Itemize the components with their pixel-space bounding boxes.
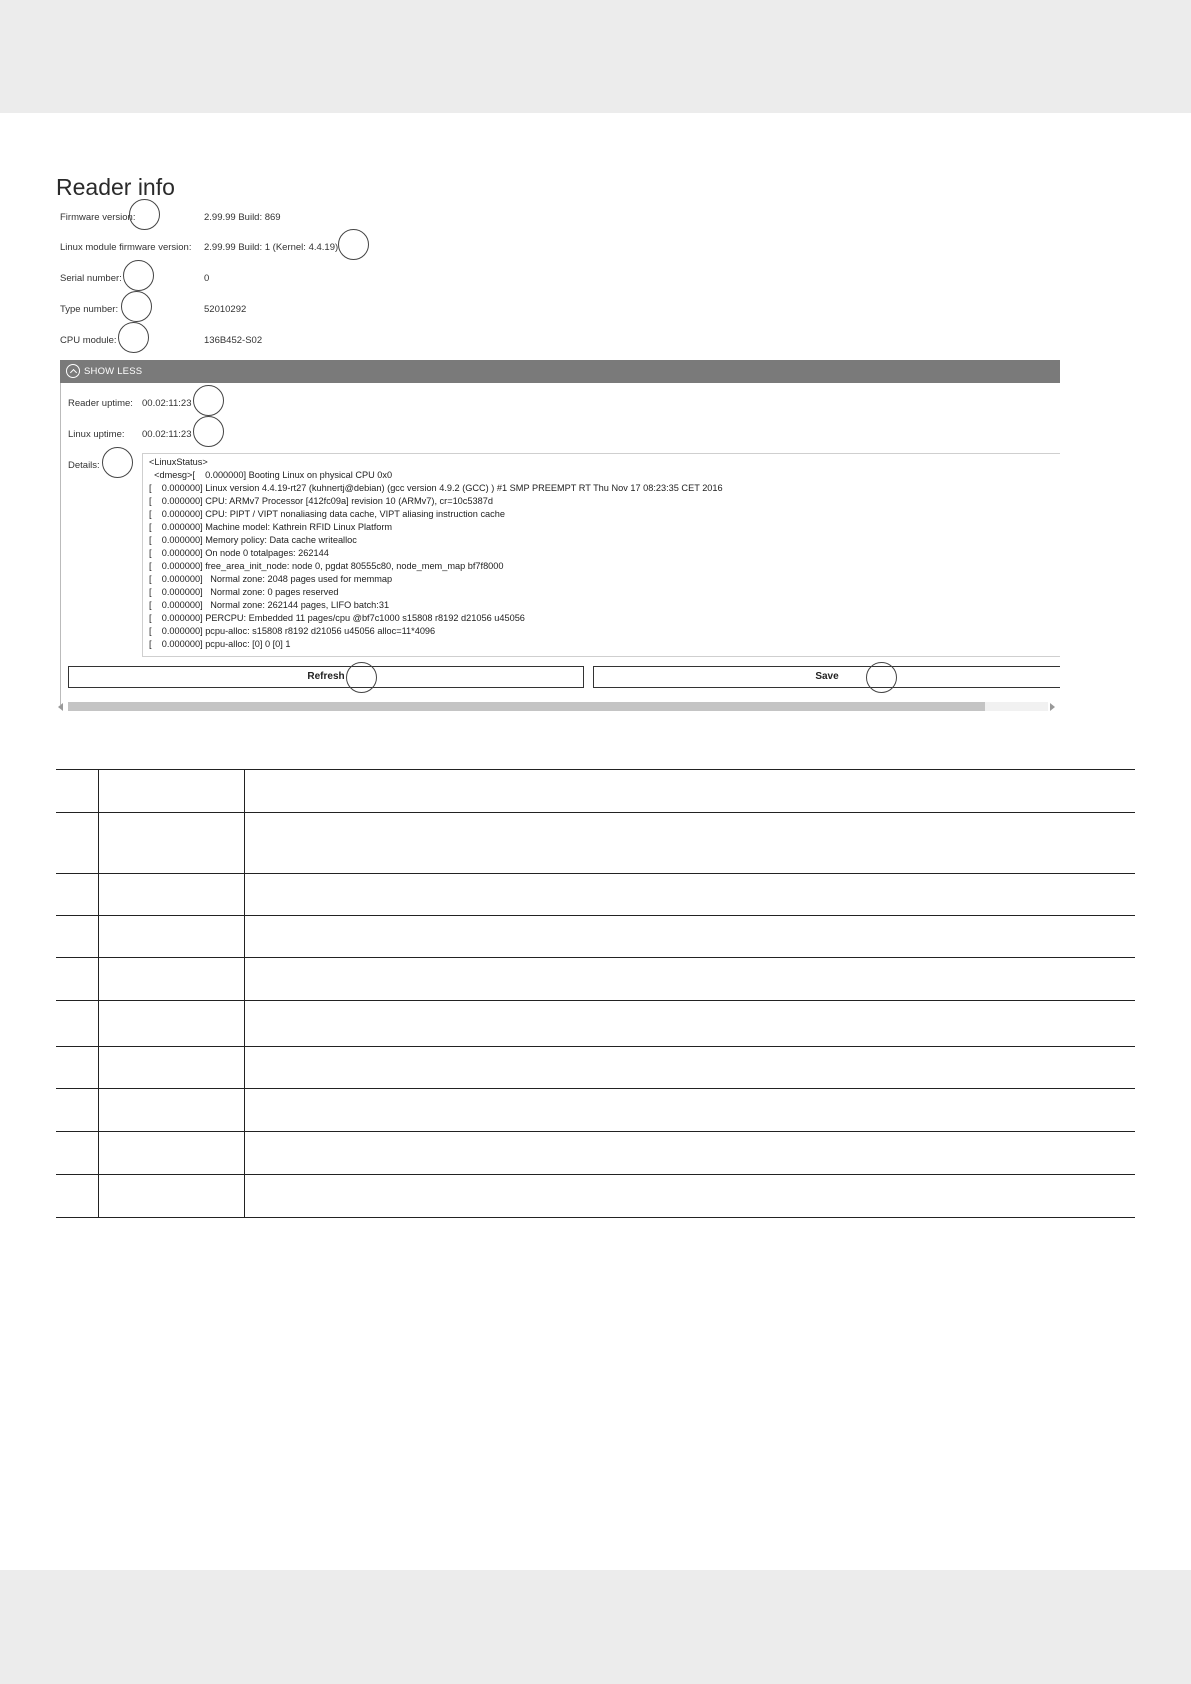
- callout-marker: [338, 229, 369, 260]
- details-label: Details:: [68, 460, 100, 471]
- page-header-band: [0, 0, 1191, 113]
- firmware-version-value: 2.99.99 Build: 869: [204, 212, 281, 223]
- table-row: [56, 916, 1135, 958]
- log-line: [ 0.000000] pcpu-alloc: [0] 0 [0] 1: [149, 639, 291, 649]
- callout-marker: [129, 199, 160, 230]
- scrollbar-thumb[interactable]: [68, 702, 985, 711]
- callout-marker: [193, 416, 224, 447]
- callout-marker: [346, 662, 377, 693]
- legend-table: [56, 769, 1135, 1218]
- callout-marker: [123, 260, 154, 291]
- callout-marker: [866, 662, 897, 693]
- reader-uptime-value: 00.02:11:23: [142, 398, 192, 409]
- page-title: Reader info: [56, 174, 175, 200]
- log-line: [ 0.000000] CPU: PIPT / VIPT nonaliasing data cache, VIPT aliasing instruction cache: [149, 509, 505, 519]
- linux-uptime-label: Linux uptime:: [68, 429, 125, 440]
- log-line: [ 0.000000] Memory policy: Data cache writealloc: [149, 535, 357, 545]
- linux-module-firmware-value: 2.99.99 Build: 1 (Kernel: 4.4.19): [204, 242, 339, 253]
- table-row: [56, 1047, 1135, 1089]
- refresh-button[interactable]: Refresh: [68, 666, 584, 688]
- callout-marker: [118, 322, 149, 353]
- table-row: [56, 1132, 1135, 1175]
- table-row: [56, 1001, 1135, 1047]
- table-row: [56, 958, 1135, 1001]
- horizontal-scrollbar[interactable]: [56, 700, 1060, 712]
- log-line: [ 0.000000] Normal zone: 262144 pages, LIFO batch:31: [149, 600, 390, 610]
- cpu-module-label: CPU module:: [60, 335, 117, 346]
- log-line: <dmesg>[ 0.000000] Booting Linux on physical CPU 0x0: [149, 470, 393, 480]
- log-line: [ 0.000000] On node 0 totalpages: 262144: [149, 548, 329, 558]
- log-line: [ 0.000000] PERCPU: Embedded 11 pages/cpu @bf7c1000 s15808 r8192 d21056 u45056: [149, 613, 525, 623]
- type-number-value: 52010292: [204, 304, 247, 315]
- chevron-up-icon: [66, 364, 80, 378]
- reader-uptime-label: Reader uptime:: [68, 398, 133, 409]
- details-log-textarea[interactable]: [142, 453, 1060, 657]
- log-line: [ 0.000000] Normal zone: 2048 pages used for memmap: [149, 574, 393, 584]
- linux-uptime-value: 00.02:11:23: [142, 429, 192, 440]
- callout-marker: [121, 291, 152, 322]
- cpu-module-value: 136B452-S02: [204, 335, 263, 346]
- scroll-left-icon[interactable]: [58, 703, 63, 711]
- callout-marker: [102, 447, 133, 478]
- log-line: <LinuxStatus>: [149, 457, 208, 467]
- table-row: [56, 770, 1135, 813]
- log-line: [ 0.000000] free_area_init_node: node 0, pgdat 80555c80, node_mem_map bf7f8000: [149, 561, 504, 571]
- type-number-label: Type number:: [60, 304, 119, 315]
- table-row: [56, 1089, 1135, 1132]
- linux-module-firmware-label: Linux module firmware version:: [60, 242, 192, 253]
- log-line: [ 0.000000] Normal zone: 0 pages reserved: [149, 587, 339, 597]
- table-row: [56, 1175, 1135, 1218]
- show-less-toggle[interactable]: [60, 360, 1060, 383]
- log-line: [ 0.000000] Machine model: Kathrein RFID Linux Platform: [149, 522, 393, 532]
- reader-info-screenshot: [56, 170, 1060, 720]
- log-line: [ 0.000000] Linux version 4.4.19-rt27 (kuhnertj@debian) (gcc version 4.9.2 (GCC) ) #1 SMP PREEMPT RT Thu Nov 17 08:23:35 CET 2016: [149, 483, 723, 493]
- page-footer-band: [0, 1570, 1191, 1684]
- scroll-right-icon[interactable]: [1050, 703, 1055, 711]
- callout-marker: [193, 385, 224, 416]
- show-less-label: SHOW LESS: [84, 366, 143, 377]
- firmware-version-label: Firmware version:: [60, 212, 136, 223]
- table-row: [56, 874, 1135, 916]
- table-row: [56, 813, 1135, 874]
- log-line: [ 0.000000] CPU: ARMv7 Processor [412fc09a] revision 10 (ARMv7), cr=10c5387d: [149, 496, 493, 506]
- serial-number-value: 0: [204, 273, 210, 284]
- serial-number-label: Serial number:: [60, 273, 122, 284]
- log-line: [ 0.000000] pcpu-alloc: s15808 r8192 d21056 u45056 alloc=11*4096: [149, 626, 436, 636]
- save-button[interactable]: Save: [593, 666, 1060, 688]
